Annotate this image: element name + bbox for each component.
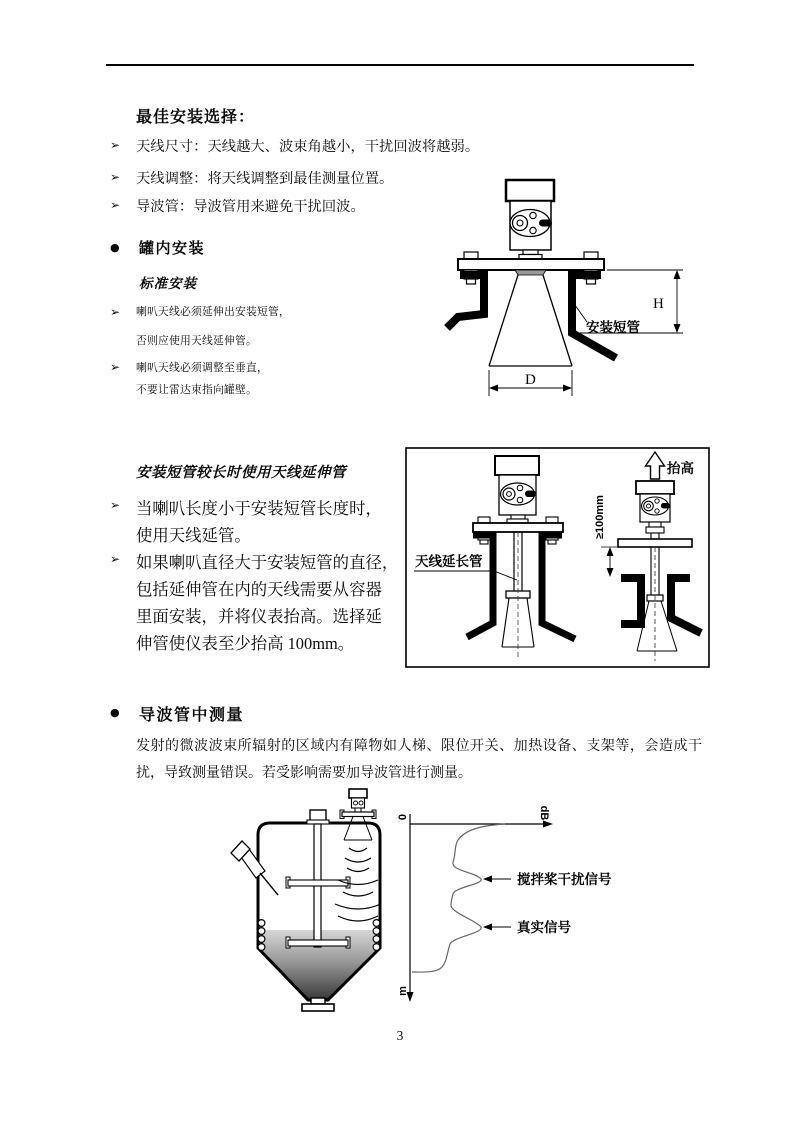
ext-bullet-2-line-1: 如果喇叭直径大于安装短管的直径，	[136, 553, 399, 572]
extension-tube-label: 天线延长管	[415, 554, 483, 569]
agitator-tank-echo-diagram	[215, 785, 625, 1020]
stilling-well-paragraph: 发射的微波波束所辐射的区域内有障物如人梯、限位开关、加热设备、支架等，会造成干扰，导致测量错误。若受影响需要加导波管进行测量。	[136, 739, 702, 781]
echo-curve	[412, 824, 505, 972]
page-number: 3	[396, 1028, 404, 1043]
intro-bullet-3: 导波管：导波管用来避免干扰回波。	[136, 199, 365, 215]
ext-bullet-2-line-3: 里面安装，并将仪表抬高。选择延	[136, 607, 382, 626]
nozzle-label: 安装短管	[586, 320, 640, 335]
bullet-arrow-icon: ➢	[110, 360, 121, 374]
tank-bullet-2-line-1: 喇叭天线必须调整至垂直，	[136, 362, 268, 374]
axis-zero-label: 0	[397, 813, 409, 821]
bullet-arrow-icon: ➢	[110, 138, 121, 152]
tank-bullet-2-line-2: 不要让雷达束指向罐壁。	[136, 384, 257, 396]
section-bullet-icon: ●	[110, 706, 120, 719]
ext-bullet-2-line-4: 伸管使仪表至少抬高 100mm。	[136, 634, 355, 653]
header-rule	[106, 64, 694, 66]
true-signal-label: 真实信号	[517, 920, 571, 935]
interference-signal-label: 搅拌桨干扰信号	[517, 872, 612, 887]
axis-db-label: dB	[538, 805, 550, 821]
tank-roof-nozzle	[447, 275, 616, 358]
tank-bullet-1-line-2: 否则应使用天线延伸管。	[136, 335, 257, 347]
horn-antenna	[489, 270, 572, 366]
subheading-standard-install: 标准安装	[139, 276, 197, 291]
subheading-extension-tube: 安装短管较长时使用天线延伸管	[136, 465, 346, 481]
extension-tube-diagram	[405, 447, 710, 668]
tank-bullet-1-line-1: 喇叭天线必须延伸出安装短管，	[136, 306, 290, 318]
axis-m-label: m	[397, 986, 409, 996]
bullet-arrow-icon: ➢	[110, 498, 121, 512]
section-bullet-icon: ●	[110, 241, 120, 254]
min-height-label: ≥100mm	[594, 495, 606, 539]
ext-bullet-2-line-2: 包括延伸管在内的天线需要从容器	[136, 580, 382, 599]
tank-outlet	[302, 1004, 334, 1011]
section-heading-tank-install: 罐内安装	[139, 240, 206, 257]
echo-curve-plot	[397, 806, 612, 1002]
dim-h-label: H	[653, 296, 664, 312]
bullet-arrow-icon: ➢	[110, 552, 121, 566]
section-heading-stilling-well: 导波管中测量	[139, 707, 245, 724]
dim-d-label: D	[525, 372, 536, 388]
ext-bullet-1-line-2: 使用天线延管。	[136, 526, 251, 545]
bullet-arrow-icon: ➢	[110, 198, 121, 212]
raise-label: 抬高	[667, 461, 694, 476]
radar-transmitter-icon	[506, 180, 554, 259]
bullet-arrow-icon: ➢	[110, 305, 121, 319]
ext-bullet-1-line-1: 当喇叭长度小于安装短管长度时，	[136, 499, 382, 518]
intro-bullet-2: 天线调整：将天线调整到最佳测量位置。	[136, 171, 394, 187]
standard-install-diagram	[420, 170, 705, 405]
diameter-dimension	[489, 370, 572, 396]
intro-bullet-1: 天线尺寸：天线越大、波束角越小，干扰回波将越弱。	[136, 139, 480, 155]
bullet-arrow-icon: ➢	[110, 170, 121, 184]
page-title: 最佳安装选择：	[136, 109, 256, 126]
